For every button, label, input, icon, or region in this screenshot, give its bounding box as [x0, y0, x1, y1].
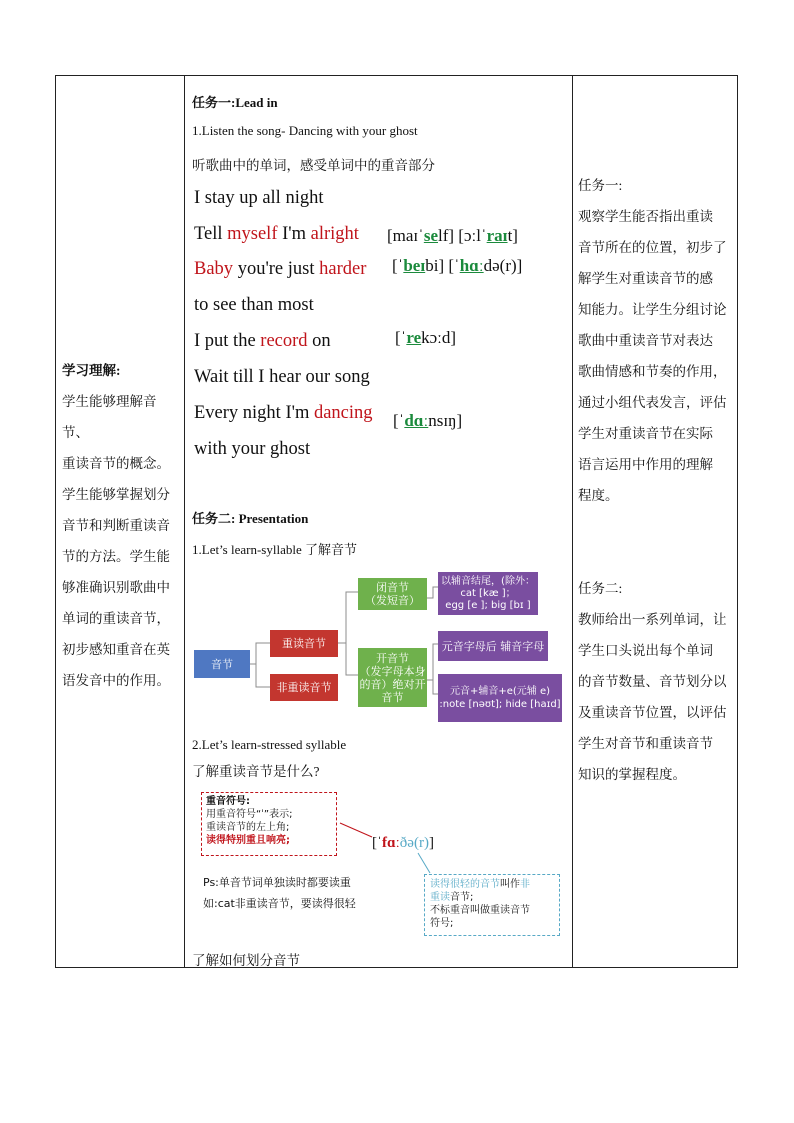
task2-step1: 1.Let’s learn-syllable 了解音节 [192, 542, 357, 557]
table-top-border [55, 75, 738, 76]
song-line-6: Wait till I hear our song [194, 367, 370, 387]
assessment-line: 学生对音节和重读音节 [578, 736, 713, 751]
song-line-1: I stay up all night [194, 188, 324, 208]
table-right-border [737, 75, 738, 968]
diagram-open-syllable-desc1: 元音字母后 辅音字母 [438, 631, 548, 661]
ipa-baby-harder: [ˈbeɪbi] [ˈhɑːdə(r)] [392, 256, 523, 275]
song-word-baby: Baby [194, 259, 234, 279]
ps-note-line-1: Ps:单音节词单独读时都要读重 [203, 876, 351, 889]
learning-goal-line: 语发音中的作用。 [62, 673, 170, 688]
assessment-line: 通过小组代表发言，评估 [578, 395, 727, 410]
song-line-7: Every night I'm dancing [194, 403, 373, 423]
assessment-line: 歌曲中重读音节对表达 [578, 333, 713, 348]
assessment-line: 知识的掌握程度。 [578, 767, 686, 782]
song-word-dancing: dancing [313, 403, 373, 423]
assessment-line: 音节所在的位置，初步了 [578, 240, 727, 255]
song-line-3: Baby you're just harder [194, 259, 367, 279]
task1-instruction: 听歌曲中的单词，感受单词中的重音部分 [192, 158, 435, 173]
ipa-dancing: [ˈdɑːnsɪŋ] [393, 411, 463, 430]
task1-step1: 1.Listen the song- Dancing with your ghost [192, 123, 418, 138]
table-col-divider-1 [184, 75, 185, 968]
song-line-8: with your ghost [194, 439, 311, 459]
assessment-column [578, 170, 734, 790]
assessment-task1-label: 任务一: [578, 178, 623, 193]
task2-question: 了解重读音节是什么? [192, 764, 320, 779]
diagram-unstressed-syllable: 非重读音节 [270, 674, 338, 701]
learning-goal-line: 单词的重读音节， [62, 611, 170, 626]
diagram-open-syllable: 开音节 （发字母本身的音）绝对开音节 [358, 648, 427, 707]
song-line-5: I put the record on [194, 331, 331, 351]
learning-goals [62, 355, 183, 696]
ipa-record: [ˈrekɔːd] [395, 328, 457, 347]
ps-note-line-2: 如:cat非重读音节，要读得很轻 [203, 897, 356, 910]
task2-last-line: 了解如何划分音节 [192, 953, 300, 968]
assessment-line: 程度。 [578, 488, 619, 503]
diagram-closed-syllable-desc: 以辅音结尾，(除外：cat [kæ ]； egg [e ]; big [bɪ ] [438, 572, 538, 615]
assessment-line: 学生口头说出每个单词 [578, 643, 713, 658]
diagram-open-syllable-desc2: 元音+辅音+e(元辅 e) :note [nəʊt]; hide [haɪd] [438, 674, 562, 722]
assessment-task2-label: 任务二: [578, 581, 623, 596]
song-word-myself: myself [227, 224, 278, 244]
table-bottom-border [55, 967, 738, 968]
song-line-4: to see than most [194, 295, 314, 315]
song-word-harder: harder [319, 259, 367, 279]
father-ipa: [ˈfɑːðə(r)] [372, 835, 434, 851]
assessment-line: 教师给出一系列单词，让 [578, 612, 727, 627]
learning-goals-heading: 学习理解: [62, 363, 121, 378]
song-line-2: Tell myself I'm alright [194, 224, 359, 244]
learning-goal-line: 学生能够理解音节、 [62, 394, 157, 440]
song-word-record: record [260, 331, 308, 351]
table-col-divider-2 [572, 75, 573, 968]
table-left-border [55, 75, 56, 968]
diagram-stressed-syllable: 重读音节 [270, 630, 338, 657]
task2-heading: 任务二: Presentation [192, 511, 309, 526]
diagram-closed-syllable: 闭音节 （发短音） [358, 578, 427, 610]
assessment-line: 知能力。让学生分组讨论 [578, 302, 727, 317]
song-word-alright: alright [310, 224, 359, 244]
assessment-line: 的音节数量、音节划分以 [578, 674, 727, 689]
learning-goal-line: 学生能够掌握划分 [62, 487, 170, 502]
learning-goal-line: 重读音节的概念。 [62, 456, 170, 471]
assessment-line: 观察学生能否指出重读 [578, 209, 713, 224]
task1-heading: 任务一:Lead in [192, 95, 278, 110]
assessment-line: 解学生对重读音节的感 [578, 271, 713, 286]
ipa-myself-alright: [maɪˈself] [ɔːlˈraɪt] [387, 226, 518, 245]
assessment-line: 语言运用中作用的理解 [578, 457, 713, 472]
stress-mark-note: 重音符号: 用重音符号“ˈ”表示; 重读音节的左上角; 读得特别重且响亮; [201, 792, 337, 856]
assessment-line: 学生对重读音节在实际 [578, 426, 713, 441]
unstressed-note: 读得很轻的音节叫作非 重读音节; 不标重音叫做重读音节 符号; [424, 874, 560, 936]
learning-goal-line: 初步感知重音在英 [62, 642, 170, 657]
task2-step2: 2.Let’s learn-stressed syllable [192, 737, 347, 752]
diagram-root-syllable: 音节 [194, 650, 250, 678]
learning-goal-line: 够准确识别歌曲中 [62, 580, 170, 595]
assessment-line: 及重读音节位置，以评估 [578, 705, 727, 720]
assessment-line: 歌曲情感和节奏的作用， [578, 364, 727, 379]
learning-goal-line: 音节和判断重读音 [62, 518, 170, 533]
learning-goal-line: 节的方法。学生能 [62, 549, 170, 564]
